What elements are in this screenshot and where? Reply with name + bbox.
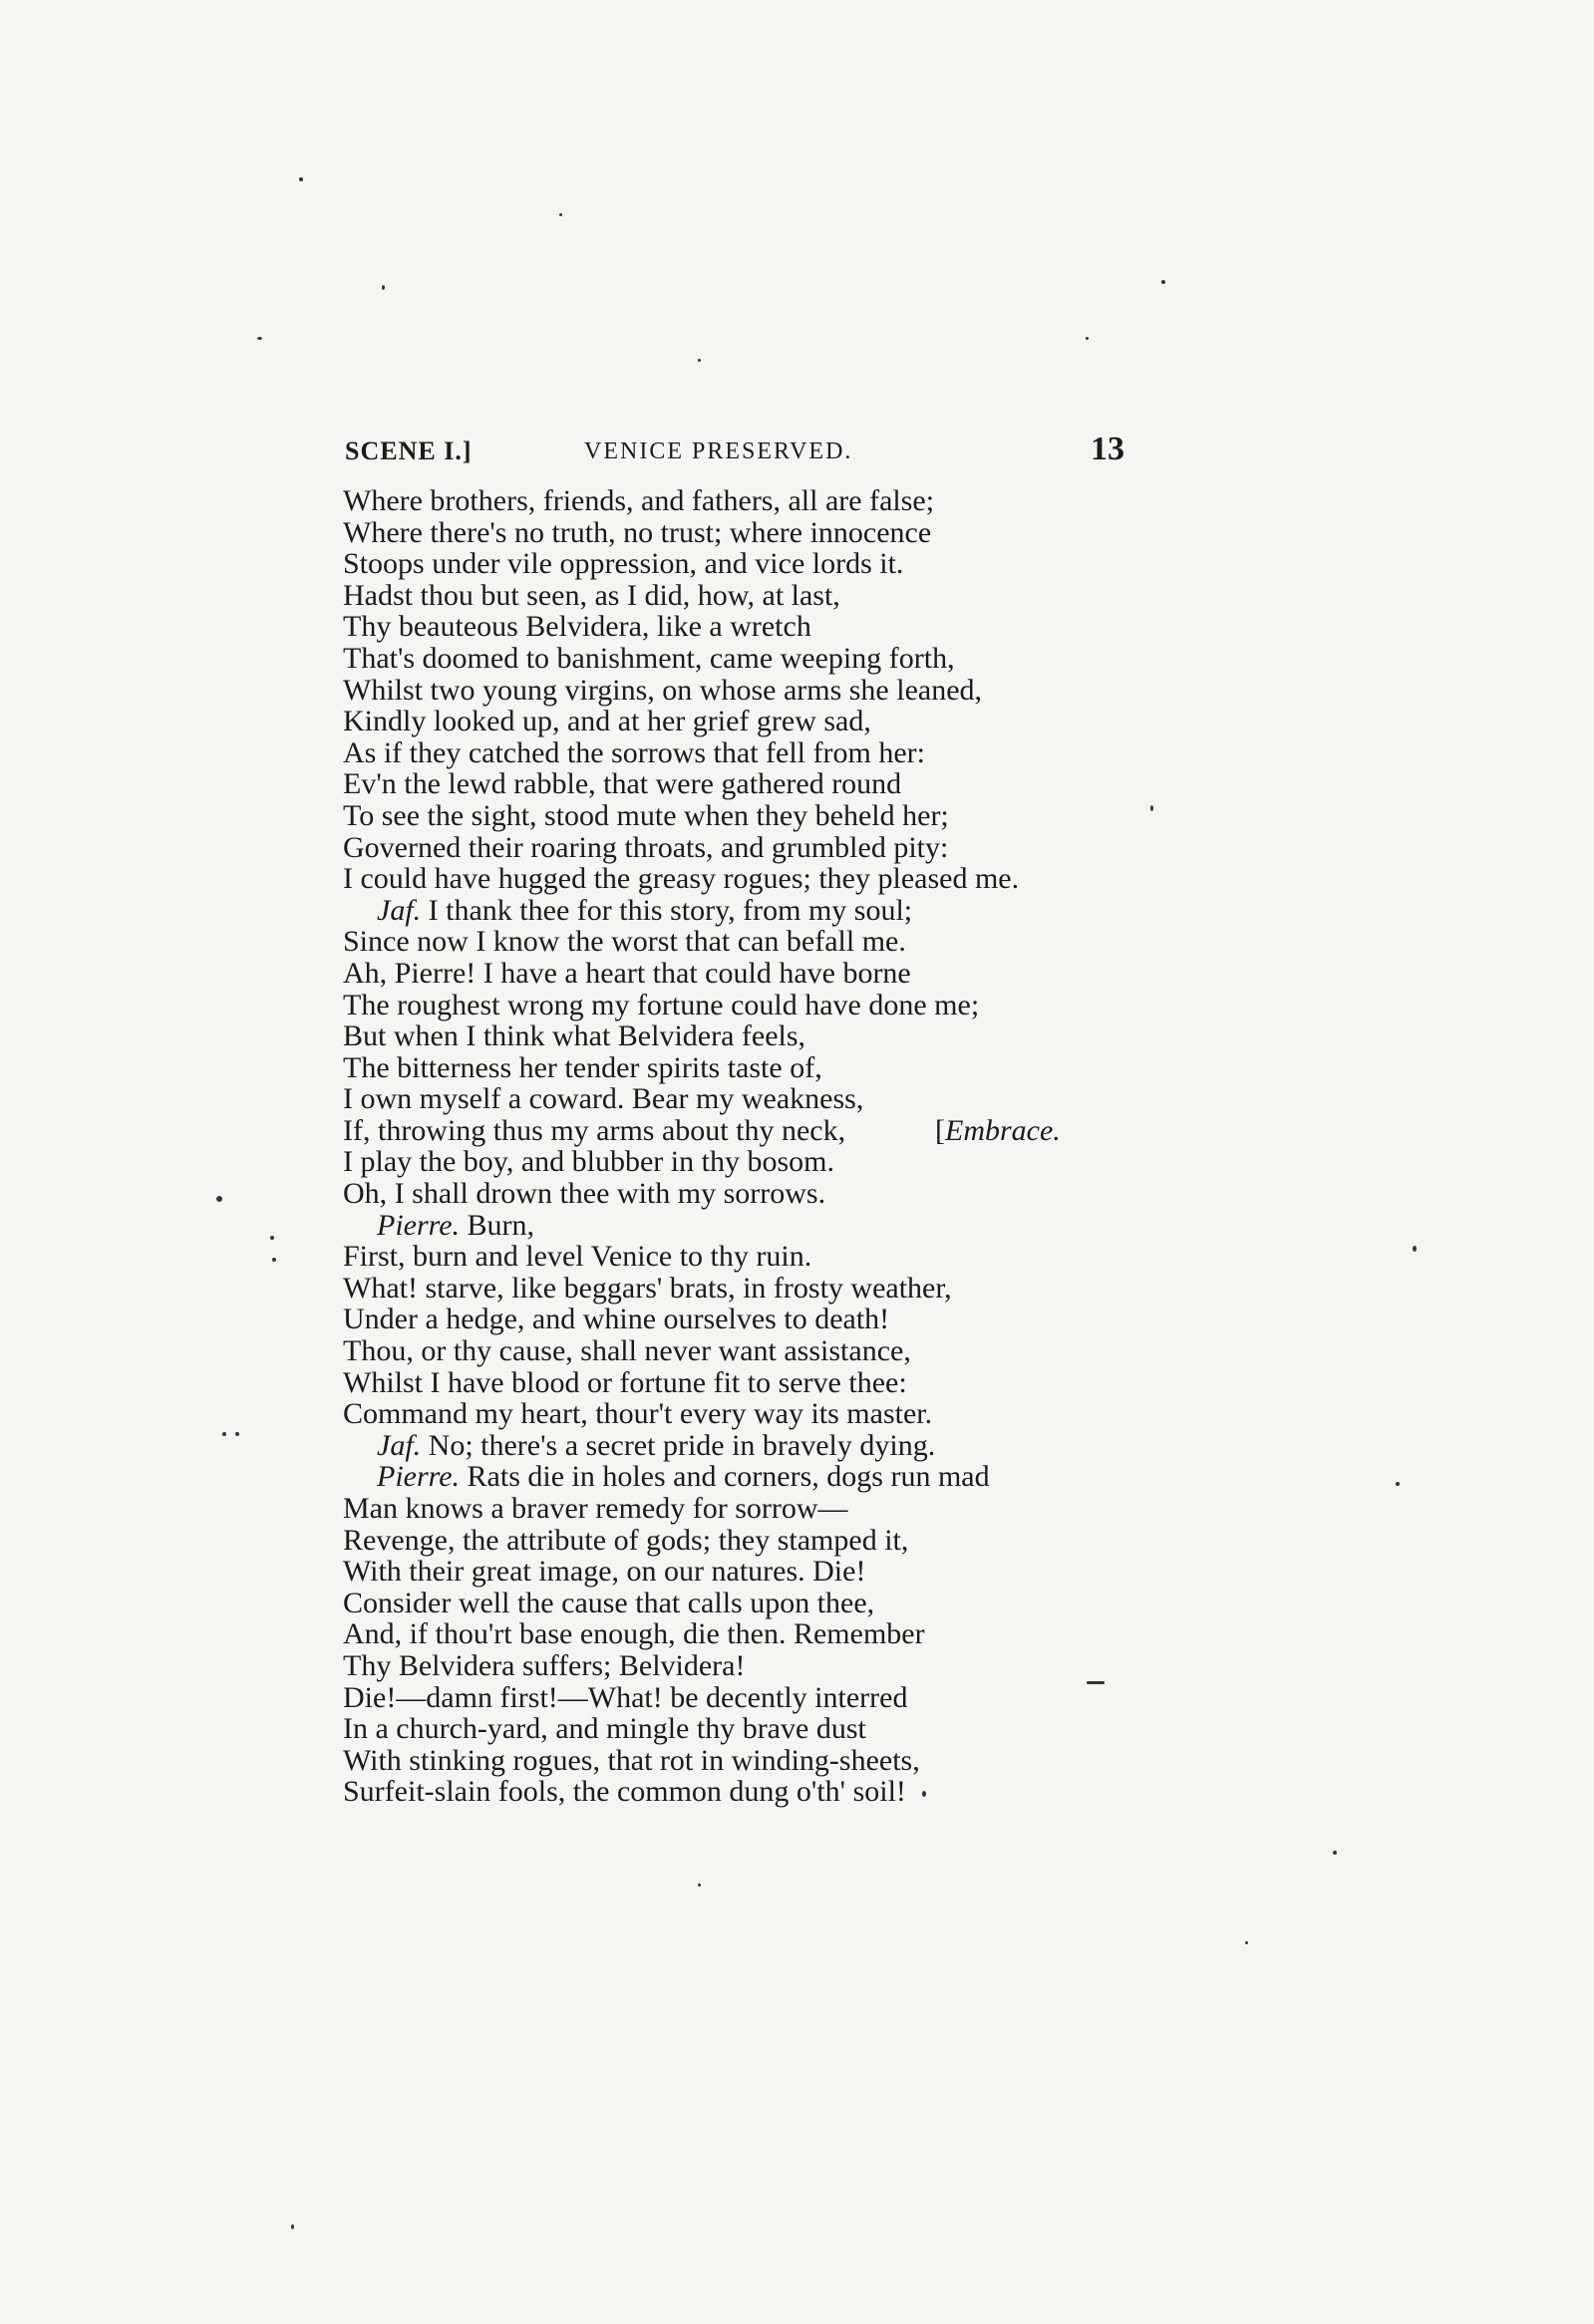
verse-line xyxy=(343,990,1120,1021)
scan-speck xyxy=(1245,1941,1248,1944)
verse-line xyxy=(343,1776,1120,1808)
line-text: If, throwing thus my arms about thy neck, xyxy=(343,1113,846,1147)
verse-line xyxy=(343,1745,1120,1777)
verse-line xyxy=(343,1682,1120,1714)
verse-line xyxy=(343,706,1120,737)
stage-direction: [Embrace. xyxy=(935,1113,1061,1147)
line-text: Whilst I have blood or fortune fit to serve thee: xyxy=(343,1365,907,1399)
verse-line xyxy=(343,1525,1120,1557)
scan-speck xyxy=(270,1236,274,1240)
line-text: Burn, xyxy=(460,1208,535,1242)
verse-line xyxy=(343,1650,1120,1682)
line-text: Thy Belvidera suffers; Belvidera! xyxy=(343,1648,746,1682)
line-text: First, burn and level Venice to thy ruin. xyxy=(343,1240,812,1274)
page-number: 13 xyxy=(1091,431,1124,467)
scan-speck xyxy=(257,337,262,340)
verse-line xyxy=(343,1618,1120,1650)
scan-speck xyxy=(922,1791,926,1797)
line-text: With their great image, on our natures. Die! xyxy=(343,1555,866,1589)
line-text: Rats die in holes and corners, dogs run mad xyxy=(460,1460,990,1494)
verse-line xyxy=(343,1052,1120,1084)
scan-speck xyxy=(1413,1246,1417,1252)
verse-line xyxy=(343,800,1120,832)
line-text: Ev'n the lewd rabble, that were gathered round xyxy=(343,767,902,801)
scene-marker: SCENE I.] xyxy=(345,436,473,465)
verse-line xyxy=(343,548,1120,580)
scan-speck xyxy=(1161,280,1165,284)
scan-speck xyxy=(222,1432,226,1436)
scan-speck xyxy=(1086,337,1089,340)
verse-line xyxy=(343,1304,1120,1335)
line-text: Ah, Pierre! I have a heart that could have borne xyxy=(343,956,911,990)
verse-text xyxy=(343,485,1120,1808)
verse-line xyxy=(343,1713,1120,1745)
verse-line xyxy=(343,1210,1120,1242)
line-text: Thy beauteous Belvidera, like a wretch xyxy=(343,610,811,644)
line-text: Governed their roaring throats, and grumbled pity: xyxy=(343,830,949,864)
verse-line xyxy=(343,926,1120,958)
line-text: Hadst thou but seen, as I did, how, at last, xyxy=(343,578,840,612)
verse-line xyxy=(343,1146,1120,1178)
verse-line xyxy=(343,737,1120,769)
line-text: But when I think what Belvidera feels, xyxy=(343,1019,806,1053)
line-text: To see the sight, stood mute when they beheld her; xyxy=(343,798,949,832)
line-text: Surfeit-slain fools, the common dung o'th' soil! xyxy=(343,1775,906,1809)
verse-line xyxy=(343,643,1120,675)
line-text: I own myself a coward. Bear my weakness, xyxy=(343,1082,864,1116)
line-text: Under a hedge, and whine ourselves to death! xyxy=(343,1303,890,1336)
line-text: In a church-yard, and mingle thy brave dust xyxy=(343,1712,866,1746)
scan-speck xyxy=(559,213,562,216)
scan-speck xyxy=(235,1432,239,1436)
line-text: Kindly looked up, and at her grief grew sad, xyxy=(343,705,871,738)
verse-line xyxy=(343,895,1120,927)
line-text: Oh, I shall drown thee with my sorrows. xyxy=(343,1177,826,1211)
line-text: Where brothers, friends, and fathers, all are false; xyxy=(343,484,935,517)
verse-line xyxy=(343,1020,1120,1052)
verse-line xyxy=(343,1367,1120,1399)
verse-line xyxy=(343,611,1120,643)
verse-line xyxy=(343,1273,1120,1305)
verse-line xyxy=(343,485,1120,517)
line-text: Man knows a braver remedy for sorrow— xyxy=(343,1492,848,1525)
line-text: With stinking rogues, that rot in winding-sheets, xyxy=(343,1743,920,1777)
line-text: What! starve, like beggars' brats, in frosty weather, xyxy=(343,1271,952,1305)
running-title: VENICE PRESERVED. xyxy=(584,438,853,464)
verse-line xyxy=(343,517,1120,549)
verse-line xyxy=(343,768,1120,800)
line-text: Command my heart, thour't every way its master. xyxy=(343,1397,933,1431)
line-text: Consider well the cause that calls upon thee, xyxy=(343,1586,875,1619)
verse-line xyxy=(343,1493,1120,1525)
scan-speck xyxy=(299,177,303,181)
verse-line xyxy=(343,1398,1120,1430)
scan-speck xyxy=(1150,805,1153,811)
verse-line xyxy=(343,1461,1120,1493)
verse-line xyxy=(343,832,1120,864)
scan-speck xyxy=(291,2224,294,2229)
verse-line xyxy=(343,1083,1120,1115)
line-text: Where there's no truth, no trust; where innocence xyxy=(343,515,932,549)
line-text: Stoops under vile oppression, and vice lords it. xyxy=(343,547,904,581)
verse-line xyxy=(343,1178,1120,1210)
running-header xyxy=(337,431,1124,476)
line-text: And, if thou'rt base enough, die then. Remember xyxy=(343,1617,925,1651)
line-text: Since now I know the worst that can befall me. xyxy=(343,925,906,959)
verse-line xyxy=(343,1241,1120,1273)
scan-speck xyxy=(1087,1681,1105,1684)
scan-speck xyxy=(382,285,385,290)
scan-speck xyxy=(1333,1851,1337,1855)
verse-line xyxy=(343,1335,1120,1367)
line-text: Whilst two young virgins, on whose arms she leaned, xyxy=(343,673,983,707)
verse-line xyxy=(343,1556,1120,1588)
verse-line xyxy=(343,580,1120,612)
scan-speck xyxy=(216,1196,222,1202)
speaker-name: Pierre. xyxy=(377,1460,461,1494)
speaker-name: Jaf. xyxy=(377,893,422,927)
scan-speck xyxy=(1396,1482,1400,1486)
line-text: Thou, or thy cause, shall never want assistance, xyxy=(343,1334,911,1368)
verse-line xyxy=(343,675,1120,707)
line-text: I could have hugged the greasy rogues; they pleased me. xyxy=(343,862,1020,896)
line-text: The bitterness her tender spirits taste of, xyxy=(343,1050,822,1084)
line-text: As if they catched the sorrows that fell from her: xyxy=(343,735,925,769)
scan-speck xyxy=(698,359,701,362)
line-text: I play the boy, and blubber in thy bosom. xyxy=(343,1145,834,1179)
line-text: No; there's a secret pride in bravely dying. xyxy=(421,1428,936,1462)
line-text: Die!—damn first!—What! be decently interred xyxy=(343,1680,908,1714)
verse-line xyxy=(343,1588,1120,1619)
scan-speck xyxy=(272,1258,276,1262)
line-text: That's doomed to banishment, came weeping forth, xyxy=(343,641,955,675)
line-text: The roughest wrong my fortune could have done me; xyxy=(343,988,980,1021)
verse-line xyxy=(343,863,1120,895)
speaker-name: Pierre. xyxy=(377,1208,461,1242)
scan-speck xyxy=(698,1884,701,1887)
verse-line xyxy=(343,1115,1120,1147)
verse-line xyxy=(343,1430,1120,1462)
speaker-name: Jaf. xyxy=(377,1428,422,1462)
line-text: Revenge, the attribute of gods; they stamped it, xyxy=(343,1523,909,1557)
line-text: I thank thee for this story, from my soul; xyxy=(421,893,913,927)
verse-line xyxy=(343,958,1120,990)
